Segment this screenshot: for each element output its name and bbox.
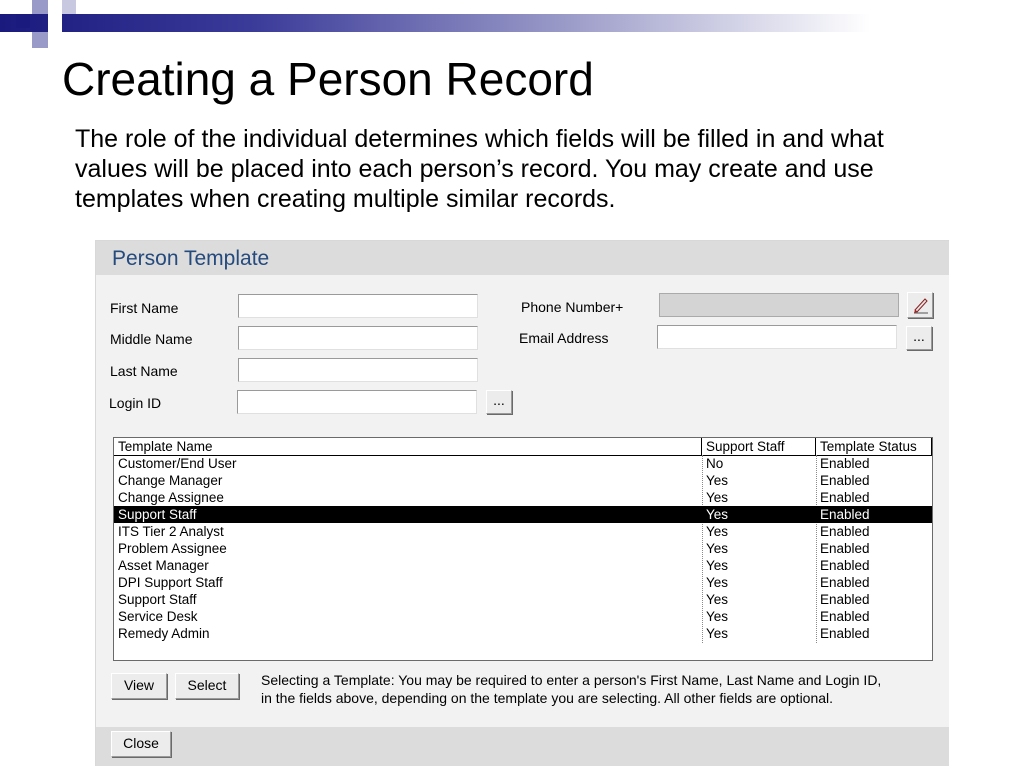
column-header-support-staff[interactable]: Support Staff xyxy=(702,438,816,455)
table-cell-name: Problem Assignee xyxy=(118,541,227,556)
table-cell-status: Enabled xyxy=(820,575,870,590)
table-cell-status: Enabled xyxy=(820,490,870,505)
template-instructions xyxy=(261,671,881,707)
login-id-field[interactable] xyxy=(237,390,477,414)
table-cell-support: No xyxy=(706,456,724,471)
table-row[interactable] xyxy=(114,608,932,625)
phone-number-label: Phone Number+ xyxy=(521,299,624,315)
table-cell-name: Customer/End User xyxy=(118,456,237,471)
slide-title: Creating a Person Record xyxy=(62,53,594,105)
table-cell-name: ITS Tier 2 Analyst xyxy=(118,524,224,539)
table-cell-name: DPI Support Staff xyxy=(118,575,223,590)
email-address-label: Email Address xyxy=(519,330,609,346)
table-cell-support: Yes xyxy=(706,626,729,641)
table-row[interactable] xyxy=(114,506,932,523)
table-cell-support: Yes xyxy=(706,524,729,539)
slide-header-bar xyxy=(0,14,1024,32)
dialog-title: Person Template xyxy=(112,247,270,270)
table-row[interactable] xyxy=(114,625,932,642)
table-cell-status: Enabled xyxy=(820,456,870,471)
last-name-label: Last Name xyxy=(110,363,178,379)
table-row[interactable] xyxy=(114,591,932,608)
table-cell-status: Enabled xyxy=(820,541,870,556)
table-cell-support: Yes xyxy=(706,592,729,607)
table-row[interactable] xyxy=(114,489,932,506)
slide-body-text: The role of the individual determines which fields will be filled in and what values will be placed into each person’s record. You may create and use templates when creating multiple similar records. xyxy=(75,125,884,213)
decor-square xyxy=(62,0,76,14)
table-cell-status: Enabled xyxy=(820,507,870,522)
close-button[interactable]: Close xyxy=(111,731,171,757)
table-cell-support: Yes xyxy=(706,609,729,624)
instruction-line: Selecting a Template: You may be required to enter a person's First Name, Last Name and Login ID, xyxy=(261,672,882,688)
table-cell-name: Change Manager xyxy=(118,473,223,488)
table-cell-name: Asset Manager xyxy=(118,558,209,573)
login-id-lookup-button[interactable]: ... xyxy=(486,390,512,414)
table-row[interactable] xyxy=(114,472,932,489)
decor-square xyxy=(32,0,48,14)
decor-square xyxy=(16,14,30,28)
table-cell-name: Change Assignee xyxy=(118,490,224,505)
table-cell-support: Yes xyxy=(706,490,729,505)
table-cell-status: Enabled xyxy=(820,609,870,624)
pencil-edit-icon xyxy=(908,293,932,317)
table-cell-support: Yes xyxy=(706,575,729,590)
instruction-line: in the fields above, depending on the template you are selecting. All other fields are optional. xyxy=(261,690,834,706)
template-table[interactable] xyxy=(113,437,933,661)
dialog-header xyxy=(96,241,949,275)
table-row[interactable] xyxy=(114,557,932,574)
table-cell-name: Remedy Admin xyxy=(118,626,210,641)
view-button[interactable]: View xyxy=(111,673,167,699)
decor-square xyxy=(48,14,62,32)
table-cell-support: Yes xyxy=(706,541,729,556)
table-cell-name: Service Desk xyxy=(118,609,198,624)
table-row[interactable] xyxy=(114,523,932,540)
table-header xyxy=(114,438,932,456)
decor-square xyxy=(32,32,48,48)
table-cell-support: Yes xyxy=(706,473,729,488)
table-cell-support: Yes xyxy=(706,558,729,573)
table-cell-name: Support Staff xyxy=(118,507,197,522)
table-cell-name: Support Staff xyxy=(118,592,197,607)
table-row[interactable] xyxy=(114,574,932,591)
last-name-field[interactable] xyxy=(238,358,478,382)
table-cell-status: Enabled xyxy=(820,558,870,573)
table-cell-status: Enabled xyxy=(820,524,870,539)
first-name-label: First Name xyxy=(110,300,179,316)
table-cell-status: Enabled xyxy=(820,473,870,488)
phone-number-field[interactable] xyxy=(659,293,899,317)
login-id-label: Login ID xyxy=(109,395,162,411)
table-row[interactable] xyxy=(114,540,932,557)
select-button[interactable]: Select xyxy=(175,673,239,699)
middle-name-label: Middle Name xyxy=(110,331,193,347)
phone-edit-button[interactable] xyxy=(907,292,933,318)
table-cell-support: Yes xyxy=(706,507,729,522)
dialog-footer xyxy=(96,727,949,766)
table-cell-status: Enabled xyxy=(820,592,870,607)
middle-name-field[interactable] xyxy=(238,326,478,350)
first-name-field[interactable] xyxy=(238,294,478,318)
email-lookup-button[interactable]: ... xyxy=(906,326,932,350)
column-header-template-name[interactable]: Template Name xyxy=(114,438,702,455)
column-header-template-status[interactable]: Template Status xyxy=(816,438,932,455)
email-address-field[interactable] xyxy=(657,325,897,349)
table-cell-status: Enabled xyxy=(820,626,870,641)
table-row[interactable] xyxy=(114,455,932,472)
person-template-dialog xyxy=(95,240,949,766)
